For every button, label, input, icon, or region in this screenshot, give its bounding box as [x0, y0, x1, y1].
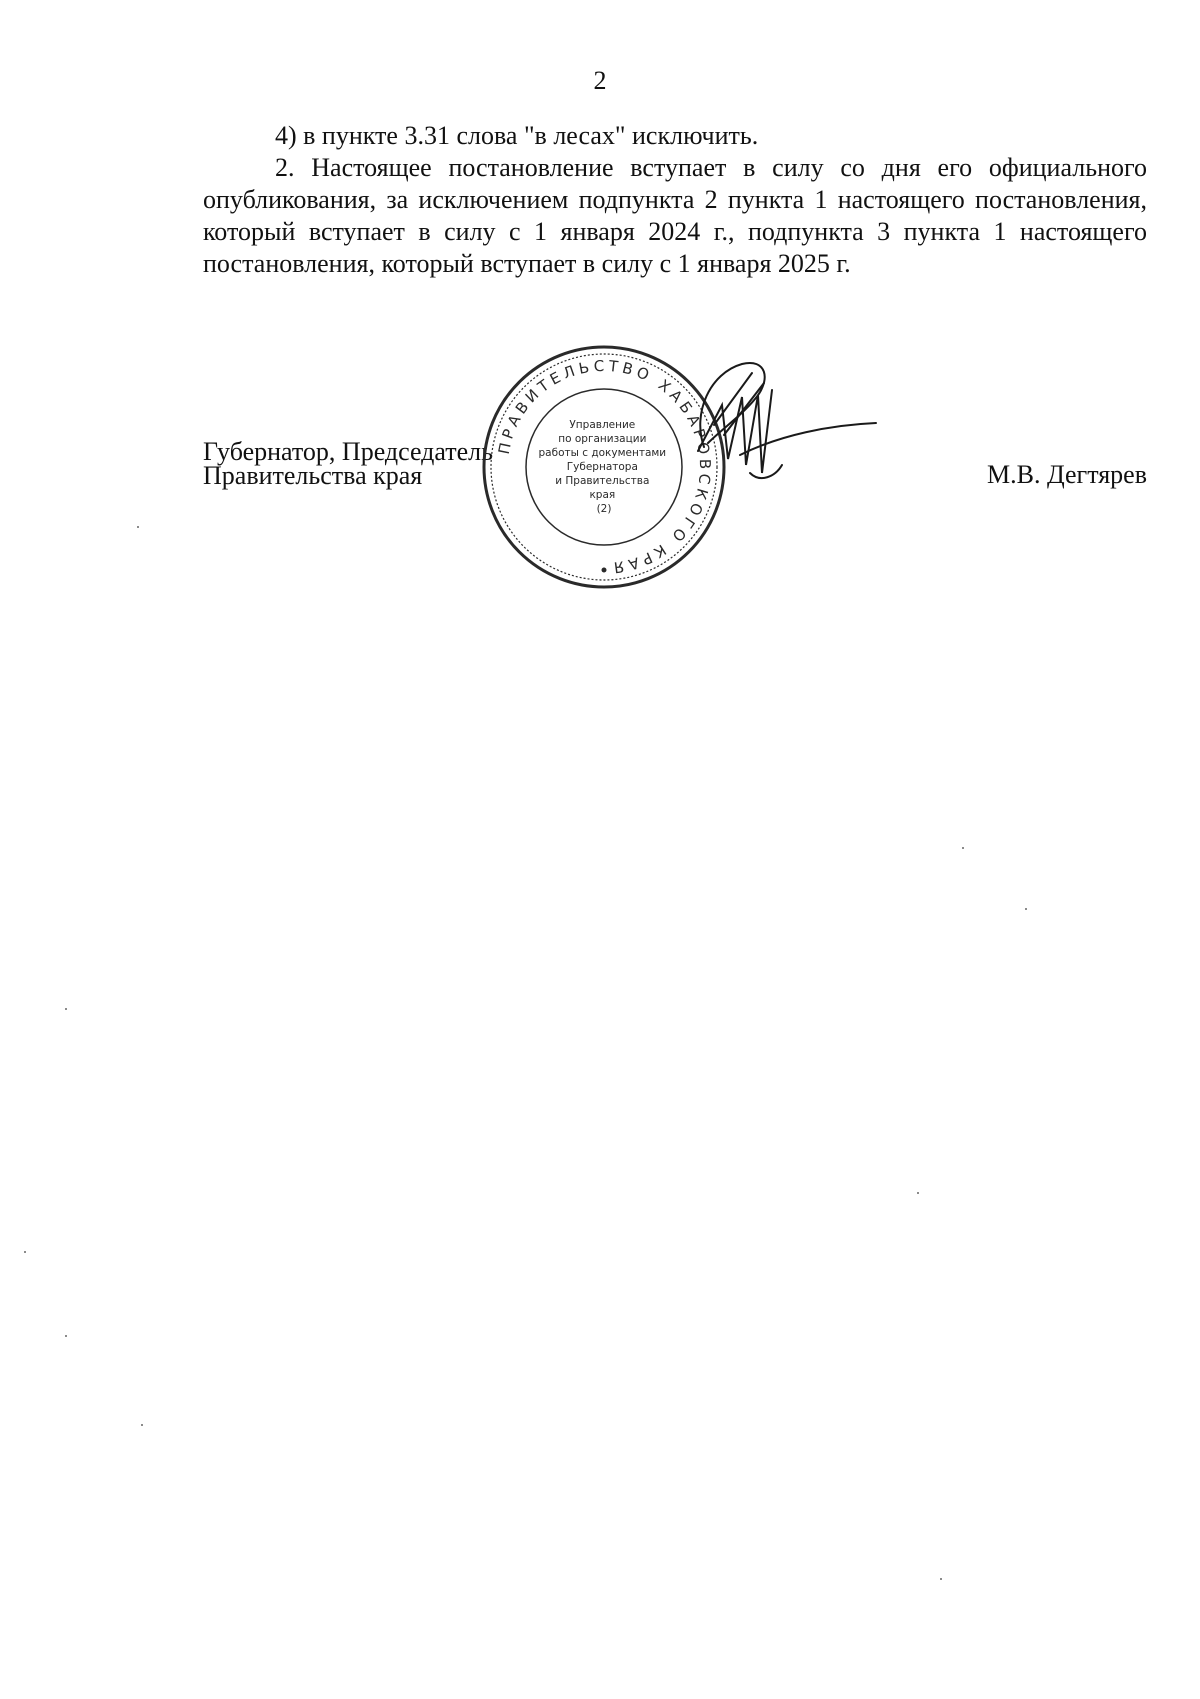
- paragraph-item-2: 2. Настоящее постановление вступает в силу со дня его официального опубликования, за исключением подпункта 2 пункта 1 настоящего постановления, который вступает в силу с 1 января 2024 г., подпункта 3 пункта 1 настоящего постановления, который вступает в силу с 1 января 2025 г.: [203, 153, 1147, 278]
- seal-inner-line-4: Губернатора: [566, 461, 638, 473]
- svg-text:Управление по организаци: [539, 419, 670, 515]
- seal-inner-line-5: и Правительства: [555, 475, 650, 487]
- seal-inner-line-6: края: [589, 489, 616, 501]
- scan-speck: [137, 526, 139, 528]
- scan-speck: [65, 1335, 67, 1337]
- signer-title: [203, 437, 494, 490]
- signer-name: М.В. Дегтярев: [986, 460, 1147, 489]
- paragraph-subitem-4: 4) в пункте 3.31 слова "в лесах" исключить.: [275, 121, 759, 150]
- scan-speck: [962, 847, 964, 849]
- seal-outer-text: ПРАВИТЕЛЬСТВО ХАБАРОВСКОГО КРАЯ: [494, 356, 715, 578]
- seal-inner-line-1: Управление: [569, 419, 636, 431]
- scan-speck: [1025, 908, 1027, 910]
- seal-inner-line-7: (2): [596, 503, 612, 515]
- scan-speck: [917, 1192, 919, 1194]
- seal-inner-line-2: по организации: [558, 433, 647, 445]
- page-number: 2: [593, 66, 607, 95]
- scan-speck: [940, 1578, 942, 1580]
- document-body: [203, 120, 1147, 280]
- handwritten-signature: [680, 355, 885, 505]
- scan-speck: [24, 1251, 26, 1253]
- signer-title-line-1: Губернатор, Председатель: [203, 437, 494, 466]
- signer-title-line-2: Правительства края: [203, 461, 423, 490]
- scan-speck: [65, 1008, 67, 1010]
- seal-inner-line-3: работы с документами: [538, 447, 667, 459]
- scan-speck: [141, 1424, 143, 1426]
